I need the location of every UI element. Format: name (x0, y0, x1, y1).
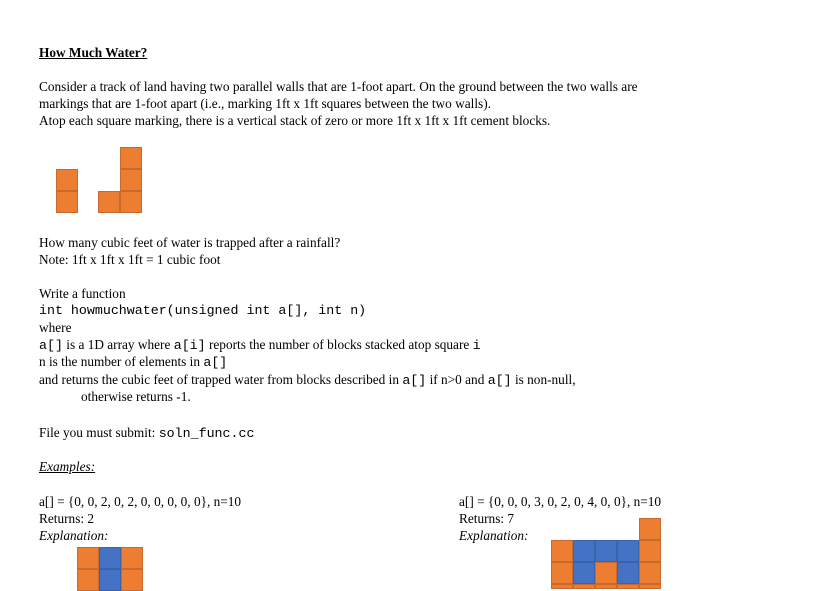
spec-where: where (39, 320, 72, 335)
examples-heading: Examples: (39, 459, 96, 474)
water-cell (617, 562, 639, 584)
intro-line-1: Consider a track of land having two parallel walls that are 1-foot apart. On the ground between the two walls are (39, 79, 638, 94)
water-cell (573, 562, 595, 584)
block (56, 191, 78, 213)
block (77, 569, 99, 591)
block (121, 547, 143, 569)
block (617, 584, 639, 589)
text: if n>0 and (426, 372, 488, 387)
block (56, 169, 78, 191)
block (77, 547, 99, 569)
text: reports the number of blocks stacked atop square (205, 337, 473, 352)
text: n is the number of elements in (39, 354, 204, 369)
code-ai: a[i] (173, 338, 206, 353)
text: and returns the cubic feet of trapped water from blocks described in (39, 372, 403, 387)
example-1-explanation: Explanation: (39, 528, 109, 543)
water-cell (617, 540, 639, 562)
block (595, 562, 617, 584)
water-cell (99, 569, 121, 591)
question-line-1: How many cubic feet of water is trapped after a rainfall? (39, 235, 341, 250)
code-a: a[] (39, 338, 63, 353)
block (639, 540, 661, 562)
submit-line (39, 425, 254, 442)
example-2-returns: Returns: 7 (459, 511, 515, 526)
code-a: a[] (487, 373, 512, 388)
spec-return-line-2: otherwise returns -1. (81, 389, 191, 404)
spec-n-line (39, 354, 227, 371)
block (639, 518, 661, 540)
block (120, 147, 142, 169)
block (120, 169, 142, 191)
block (595, 584, 617, 589)
example-2-explanation: Explanation: (459, 528, 529, 543)
block (573, 584, 595, 589)
example-1-array: a[] = {0, 0, 2, 0, 2, 0, 0, 0, 0, 0}, n=10 (39, 494, 242, 509)
function-signature: int howmuchwater(unsigned int a[], int n) (39, 303, 367, 318)
text: is a 1D array where (62, 337, 174, 352)
block (551, 540, 573, 562)
block (98, 191, 120, 213)
example-2-array: a[] = {0, 0, 0, 3, 0, 2, 0, 4, 0, 0}, n=10 (459, 494, 662, 509)
code-a: a[] (402, 373, 427, 388)
water-cell (573, 540, 595, 562)
submit-filename: soln_func.cc (158, 426, 255, 441)
page-title: How Much Water? (39, 45, 148, 60)
text: is non-null, (511, 372, 576, 387)
example-1-returns: Returns: 2 (39, 511, 95, 526)
spec-write: Write a function (39, 286, 126, 301)
code-i: i (472, 338, 481, 353)
block (639, 562, 661, 584)
spec-a-line (39, 337, 481, 354)
block (551, 584, 573, 589)
intro-line-2: markings that are 1-foot apart (i.e., marking 1ft x 1ft squares between the two walls). (39, 96, 491, 111)
spec-return-line (39, 372, 576, 389)
block (121, 569, 143, 591)
intro-line-3: Atop each square marking, there is a vertical stack of zero or more 1ft x 1ft x 1ft cement blocks. (39, 113, 551, 128)
submit-label: File you must submit: (39, 425, 159, 440)
water-cell (99, 547, 121, 569)
block (551, 562, 573, 584)
code-a: a[] (203, 355, 228, 370)
question-line-2: Note: 1ft x 1ft x 1ft = 1 cubic foot (39, 252, 221, 267)
block (120, 191, 142, 213)
block (639, 584, 661, 589)
water-cell (595, 540, 617, 562)
